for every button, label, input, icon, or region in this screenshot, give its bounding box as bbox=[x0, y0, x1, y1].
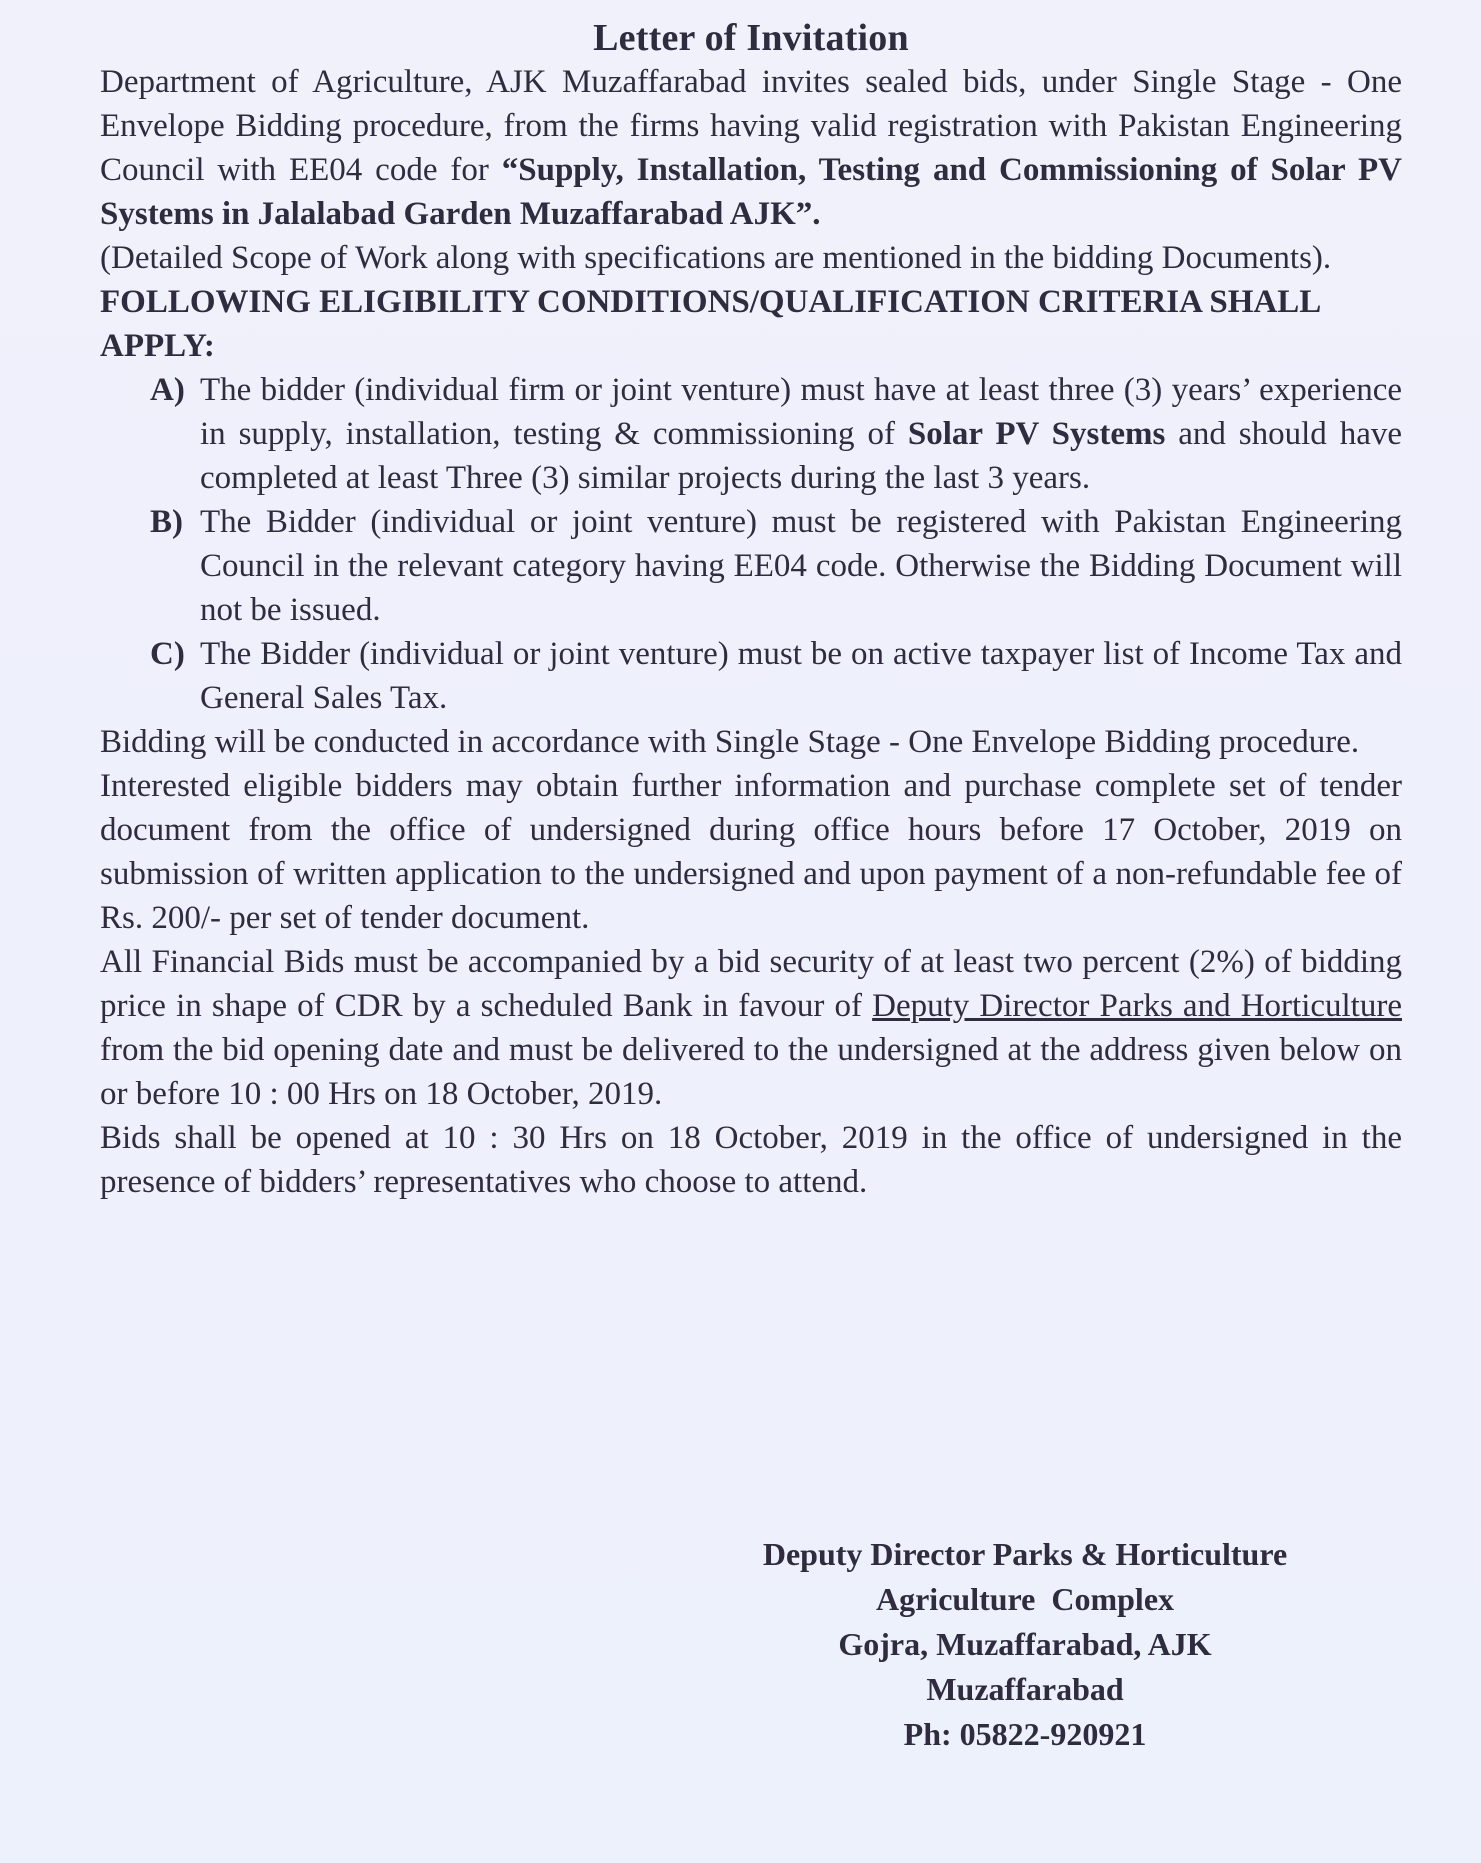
signatory-phone: Ph: 05822-920921 bbox=[903, 1716, 1147, 1752]
signature-block bbox=[705, 1532, 1345, 1757]
letter-title: Letter of Invitation bbox=[593, 17, 909, 59]
criterion-text-part: and should have completed at least Three (3) similar projects during the last 3 years. bbox=[200, 416, 1403, 496]
signatory-designation: Deputy Director Parks & Horticulture bbox=[762, 1536, 1288, 1572]
criterion-b bbox=[100, 500, 1402, 632]
letter-page bbox=[100, 16, 1402, 1204]
criterion-bold-text: Solar PV Systems bbox=[907, 416, 1166, 452]
criterion-text-part: The bidder (individual firm or joint venture) must have at least three (3) years’ experience in supply, installation, testing & commissioning of bbox=[200, 372, 1402, 452]
eligibility-heading: FOLLOWING ELIGIBILITY CONDITIONS/QUALIFICATION CRITERIA SHALL APPLY: bbox=[100, 284, 1320, 364]
scope-note: (Detailed Scope of Work along with specifications are mentioned in the bidding Documents). bbox=[100, 240, 1332, 276]
criterion-label: A) bbox=[150, 372, 185, 408]
signatory-office: Agriculture Complex bbox=[875, 1581, 1175, 1617]
bid-security-text: from the bid opening date and must be delivered to the undersigned at the address given below on or before 10 : 00 Hrs on 18 October, 2019. bbox=[100, 1032, 1402, 1112]
project-name: “Supply, Installation, Testing and Commissioning of Solar PV Systems in Jalalabad Garden Muzaffarabad AJK”. bbox=[100, 152, 1402, 232]
criterion-text: The Bidder (individual or joint venture) must be on active taxpayer list of Income Tax and General Sales Tax. bbox=[200, 636, 1402, 716]
payee-underlined: Deputy Director Parks and Horticulture bbox=[872, 988, 1402, 1024]
bid-security-text: All Financial Bids must be accompanied by a bid security of at least two percent (2%) of bidding price in shape of CDR by a scheduled Bank in favour of bbox=[100, 944, 1402, 1024]
criterion-text: The Bidder (individual or joint venture) must be registered with Pakistan Engineering Council in the relevant category having EE04 code. Otherwise the Bidding Document will not be issued. bbox=[200, 504, 1402, 628]
signatory-address: Gojra, Muzaffarabad, AJK bbox=[838, 1626, 1212, 1662]
bid-security-paragraph bbox=[100, 940, 1402, 1116]
criterion-label: C) bbox=[150, 636, 185, 672]
opening-info: Bids shall be opened at 10 : 30 Hrs on 18 October, 2019 in the office of undersigned in the presence of bidders’ representatives who choose to attend. bbox=[100, 1120, 1402, 1200]
criterion-c bbox=[100, 632, 1402, 720]
criterion-label: B) bbox=[150, 504, 183, 540]
intro-paragraph bbox=[100, 60, 1402, 236]
purchase-info: Interested eligible bidders may obtain further information and purchase complete set of tender document from the office of undersigned during office hours before 17 October, 2019 on submission of written application to the undersigned and upon payment of a non-refundable fee of Rs. 200/- per set of tender document. bbox=[100, 768, 1402, 936]
signatory-city: Muzaffarabad bbox=[926, 1671, 1124, 1707]
intro-text: Department of Agriculture, AJK Muzaffarabad invites sealed bids, under Single Stage - One Envelope Bidding procedure, from the firms having valid registration with Pakistan Engineering Council with EE04 code for bbox=[100, 64, 1402, 188]
procedure-note: Bidding will be conducted in accordance with Single Stage - One Envelope Bidding procedure. bbox=[100, 724, 1360, 760]
criterion-text bbox=[200, 368, 1402, 500]
criterion-a bbox=[100, 368, 1402, 500]
